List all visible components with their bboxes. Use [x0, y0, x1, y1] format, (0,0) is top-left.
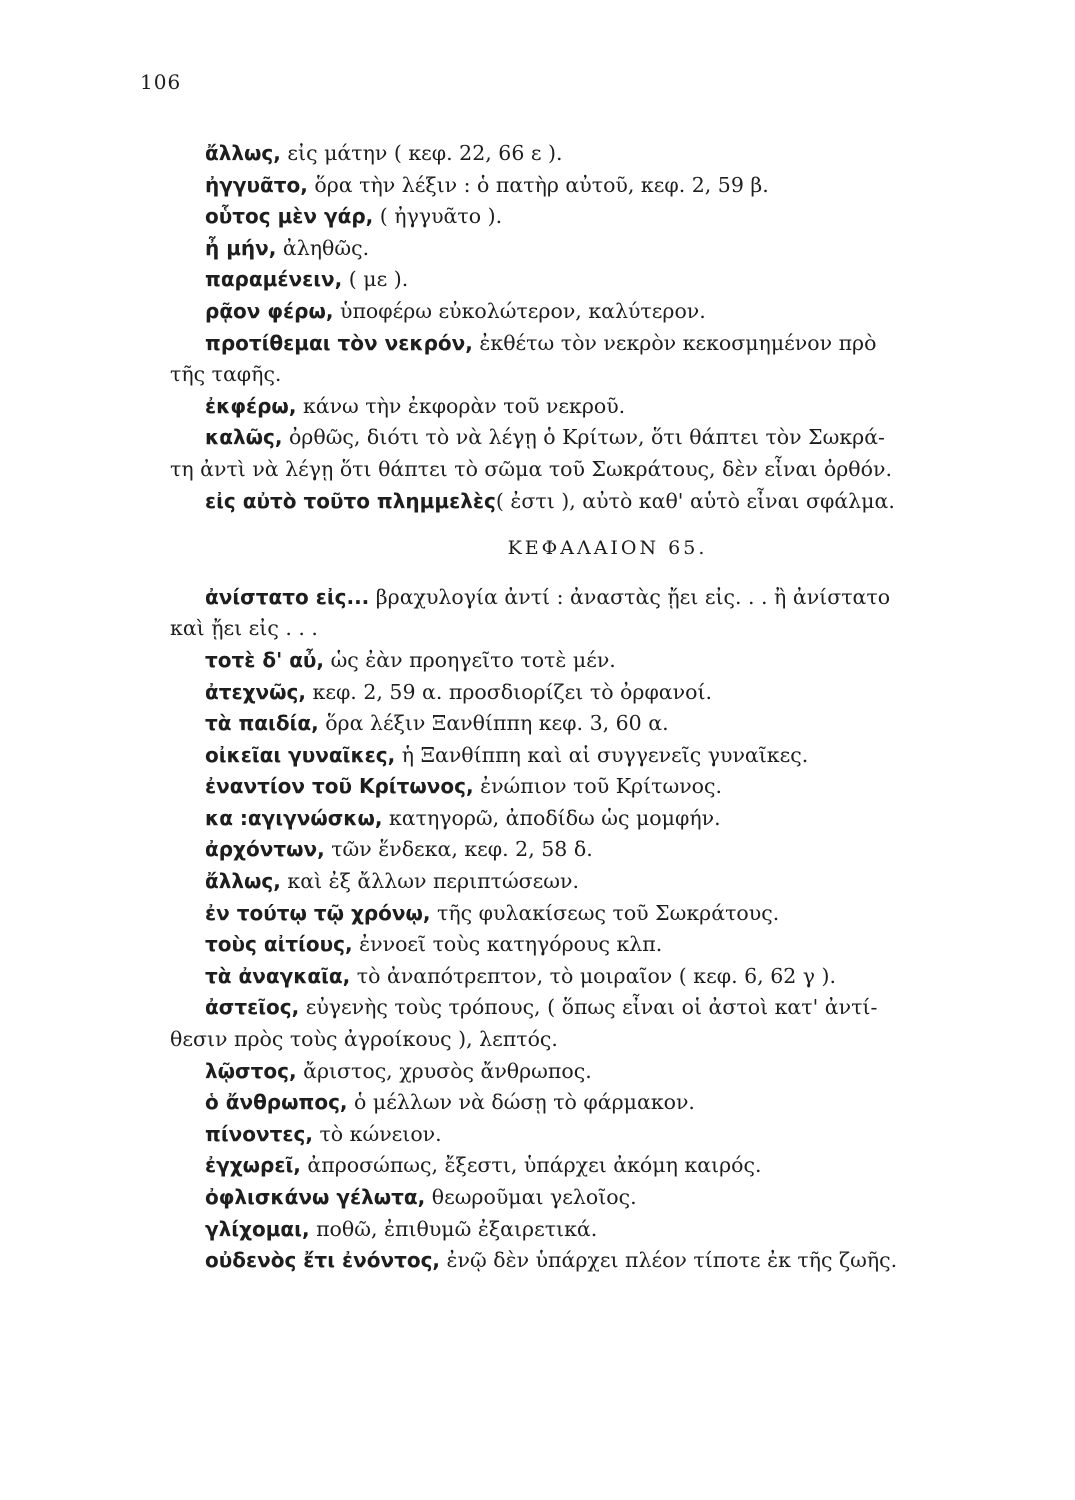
glossary-entry [170, 803, 1010, 835]
glossary-definition: ( ἐστι ), αὐτὸ καθ' αὑτὸ εἶναι σφάλμα. [495, 488, 895, 513]
glossary-definition: ὁ μέλλων νὰ δώσῃ τὸ φάρμακον. [347, 1090, 695, 1115]
glossary-entry [170, 328, 1010, 360]
glossary-entry [170, 834, 1010, 866]
glossary-term: ἀνίστατο εἰς... [205, 584, 370, 609]
glossary-term: ἐκφέρω, [205, 393, 297, 418]
glossary-definition: ὀρθῶς, διότι τὸ νὰ λέγῃ ὁ Κρίτων, ὅτι θάπτει τὸν Σωκρά- [282, 425, 885, 450]
glossary-term: οἰκεῖαι γυναῖκες, [205, 742, 396, 767]
glossary-term: ρᾷον φέρω, [205, 298, 334, 323]
glossary-entry [170, 296, 1010, 328]
glossary-definition: τὸ ἀναπότρεπτον, τὸ μοιραῖον ( κεφ. 6, 62 γ ). [350, 963, 837, 988]
glossary-entry [170, 866, 1010, 898]
glossary-definition: τῆς φυλακίσεως τοῦ Σωκράτους. [430, 900, 780, 925]
glossary-entry [170, 1182, 1010, 1214]
glossary-term: προτίθεμαι τὸν νεκρόν, [205, 330, 473, 355]
glossary-entry [170, 677, 1010, 709]
glossary-term: κα :αγιγνώσκω, [205, 805, 383, 830]
glossary-entry [170, 422, 1010, 454]
glossary-term: ἄλλως, [205, 869, 281, 894]
glossary-section-2 [170, 582, 1010, 1277]
glossary-entry [170, 582, 1010, 614]
glossary-entry [170, 1245, 1010, 1277]
glossary-term: ἀτεχνῶς, [205, 679, 306, 704]
glossary-section-1 [170, 138, 1010, 517]
glossary-entry [170, 1150, 1010, 1182]
glossary-entry [170, 708, 1010, 740]
glossary-definition: ἀπροσώπως, ἔξεστι, ὑπάρχει ἀκόμη καιρός. [300, 1153, 762, 1178]
glossary-term: πίνοντες, [205, 1121, 313, 1146]
glossary-entry [170, 264, 1010, 296]
glossary-definition: τῶν ἕνδεκα, κεφ. 2, 58 δ. [324, 837, 593, 862]
glossary-entry [170, 992, 1010, 1024]
glossary-definition: ἄριστος, χρυσὸς ἄνθρωπος. [296, 1058, 592, 1083]
glossary-entry [170, 391, 1010, 423]
glossary-entry [170, 929, 1010, 961]
glossary-definition: ὡς ἐὰν προηγεῖτο τοτὲ μέν. [324, 647, 616, 672]
glossary-entry [170, 898, 1010, 930]
glossary-term: ἐγχωρεῖ, [205, 1153, 301, 1178]
glossary-definition: θεωροῦμαι γελοῖος. [425, 1185, 637, 1209]
glossary-entry [170, 645, 1010, 677]
glossary-content [170, 138, 1010, 1277]
glossary-definition: ( με ). [342, 267, 409, 292]
glossary-term: τοτὲ δ' αὖ, [205, 647, 325, 672]
glossary-entry [170, 1056, 1010, 1088]
glossary-term: ὁ ἄνθρωπος, [205, 1090, 348, 1115]
glossary-term: ἀρχόντων, [205, 837, 325, 862]
glossary-term: ὀφλισκάνω γέλωτα, [205, 1185, 426, 1209]
page-number: 106 [140, 70, 182, 94]
glossary-definition: ἐννοεῖ τοὺς κατηγόρους κλπ. [352, 932, 663, 957]
glossary-term: ἐναντίον τοῦ Κρίτωνος, [205, 774, 474, 799]
glossary-entry [170, 1087, 1010, 1119]
glossary-term: ἠγγυᾶτο, [205, 172, 308, 197]
glossary-term: γλίχομαι, [205, 1216, 310, 1241]
glossary-term: τὰ ἀναγκαῖα, [205, 963, 351, 988]
glossary-entry [170, 771, 1010, 803]
glossary-definition: ὅρα λέξιν Ξανθίππη κεφ. 3, 60 α. [318, 711, 669, 736]
glossary-entry [170, 1119, 1010, 1151]
glossary-term: παραμένειν, [205, 267, 343, 292]
glossary-definition: εὐγενὴς τοὺς τρόπους, ( ὅπως εἶναι οἱ ἀστοὶ κατ' ἀντί- [299, 995, 878, 1020]
glossary-definition: κάνω τὴν ἐκφορὰν τοῦ νεκροῦ. [296, 393, 626, 418]
glossary-entry [170, 961, 1010, 993]
glossary-definition: ἡ Ξανθίππη καὶ αἱ συγγενεῖς γυναῖκες. [395, 742, 809, 767]
glossary-term: ἐν τούτῳ τῷ χρόνῳ, [205, 900, 431, 925]
glossary-entry [170, 201, 1010, 233]
glossary-definition: ὅρα τὴν λέξιν : ὁ πατὴρ αὐτοῦ, κεφ. 2, 59 β. [307, 172, 769, 197]
glossary-entry [170, 740, 1010, 772]
glossary-definition: κατηγορῶ, ἀποδίδω ὡς μομφήν. [382, 805, 721, 830]
glossary-definition: τὸ κώνειον. [312, 1121, 442, 1146]
glossary-definition: ( ἠγγυᾶτο ). [373, 204, 503, 229]
glossary-definition: ἐκθέτω τὸν νεκρὸν κεκοσμημένον πρὸ [472, 330, 877, 355]
glossary-definition: εἰς μάτην ( κεφ. 22, 66 ε ). [280, 141, 563, 165]
glossary-term: ἀστεῖος, [205, 995, 300, 1020]
glossary-definition: ἀληθῶς. [276, 235, 370, 260]
glossary-definition: ὑποφέρω εὐκολώτερον, καλύτερον. [333, 298, 706, 323]
glossary-term: οὗτος μὲν γάρ, [205, 204, 374, 229]
glossary-term: εἰς αὐτὸ τοῦτο πλημμελὲς [205, 488, 496, 513]
glossary-definition: κεφ. 2, 59 α. προσδιορίζει τὸ ὀρφανοί. [306, 679, 712, 704]
glossary-definition: βραχυλογία ἀντί : ἀναστὰς ᾔει εἰς. . . ἢ ἀνίστατο [369, 584, 891, 609]
glossary-term: ἦ μήν, [205, 235, 277, 260]
glossary-term: οὐδενὸς ἔτι ἐνόντος, [205, 1248, 441, 1273]
glossary-entry [170, 138, 1010, 170]
glossary-entry [170, 486, 1010, 518]
glossary-entry [170, 233, 1010, 265]
glossary-term: λῷστος, [205, 1058, 297, 1083]
glossary-entry [170, 170, 1010, 202]
glossary-definition: καὶ ἐξ ἄλλων περιπτώσεων. [280, 869, 579, 894]
glossary-term: τὰ παιδία, [205, 711, 319, 736]
glossary-entry [170, 1214, 1010, 1246]
glossary-definition: ἐνώπιον τοῦ Κρίτωνος. [473, 774, 722, 799]
glossary-definition-continuation: καὶ ᾔει εἰς . . . [170, 616, 318, 641]
glossary-definition-continuation: τη ἀντὶ νὰ λέγῃ ὅτι θάπτει τὸ σῶμα τοῦ Σωκράτους, δὲν εἶναι ὀρθόν. [170, 456, 892, 481]
glossary-definition-continuation: θεσιν πρὸς τοὺς ἀγροίκους ), λεπτός. [170, 1027, 558, 1052]
glossary-definition: ἐνῷ δὲν ὑπάρχει πλέον τίποτε ἐκ τῆς ζωῆς. [440, 1248, 898, 1273]
glossary-definition: ποθῶ, ἐπιθυμῶ ἐξαιρετικά. [309, 1216, 598, 1241]
glossary-term: ἄλλως, [205, 141, 281, 165]
glossary-definition-continuation: τῆς ταφῆς. [170, 362, 282, 387]
glossary-term: καλῶς, [205, 425, 283, 450]
glossary-term: τοὺς αἰτίους, [205, 932, 353, 957]
chapter-heading: ΚΕΦΑΛΑΙΟΝ 65. [507, 537, 708, 560]
